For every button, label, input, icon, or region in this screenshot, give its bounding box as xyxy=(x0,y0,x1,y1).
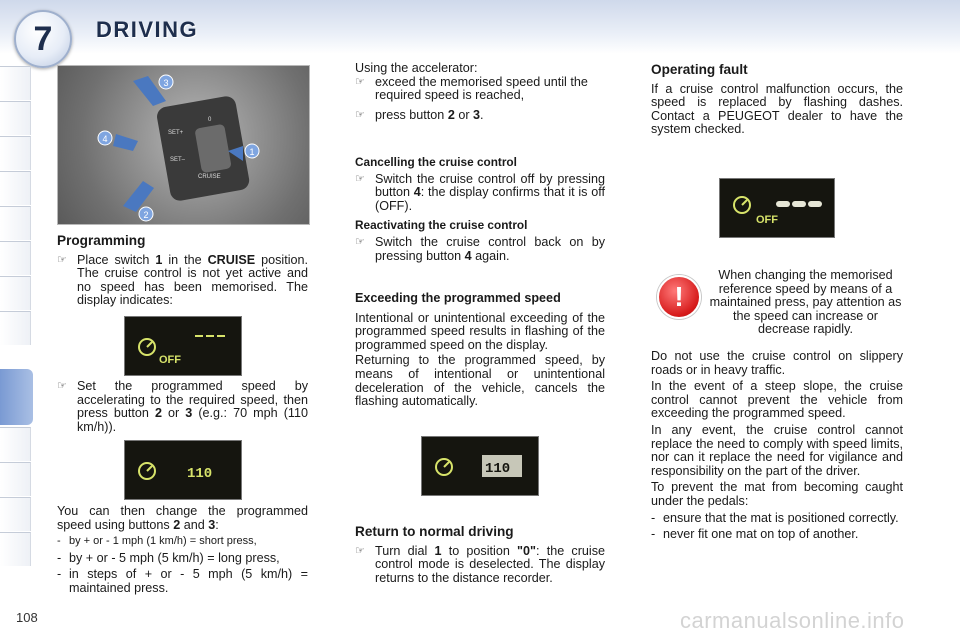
display-110-image xyxy=(124,440,242,500)
column-accelerator xyxy=(355,62,605,122)
column-set-speed xyxy=(57,380,308,434)
cruise-stalk-illustration xyxy=(57,65,310,225)
stalk-text-set-minus: SET– xyxy=(170,157,186,163)
exceed-para-1: Intentional or unintentional exceeding of the programmed speed results in flashing of the programmed speed on the display. xyxy=(355,310,605,352)
section-fault xyxy=(651,63,903,137)
page-title: DRIVING xyxy=(96,17,199,42)
label-2: 2 xyxy=(143,210,149,220)
label-1: 1 xyxy=(249,147,255,157)
advice-para-4: To prevent the mat from becoming caught under the pedals: xyxy=(651,480,903,508)
chapter-tab[interactable] xyxy=(0,171,31,205)
display-off-image xyxy=(124,316,242,376)
chapter-badge: 7 xyxy=(14,10,72,68)
change-speed-text: You can then change the programmed speed using buttons 2 and 3: xyxy=(57,504,308,532)
chapter-tab[interactable] xyxy=(0,276,31,310)
dash-item: - never fit one mat on top of another. xyxy=(651,527,859,542)
exceed-para-2: Returning to the programmed speed, by means of intentional or unintentional deceleration of the vehicle, cancels the flashing automatically. xyxy=(355,353,605,409)
display-flash-text: 110 xyxy=(485,461,511,477)
bullet-exceed: ☞ exceed the memorised speed until the required speed is reached, xyxy=(355,74,588,103)
bullet-press-button: ☞ press button 2 or 3. xyxy=(355,107,484,122)
chapter-tab-active[interactable] xyxy=(0,369,33,425)
label-3: 3 xyxy=(163,78,169,88)
warning-icon: ! xyxy=(657,275,701,319)
hand-pointer-icon: ☞ xyxy=(355,544,365,557)
bullet-return: ☞ Turn dial 1 to position "0": the cruise control mode is deselected. The display returns to the distance recorder. xyxy=(355,543,606,585)
section-cancel xyxy=(355,156,605,263)
heading-exceed: Exceeding the programmed speed xyxy=(355,291,561,305)
page-number: 108 xyxy=(16,610,38,625)
display-fault-text: OFF xyxy=(756,214,778,226)
watermark: carmanualsonline.info xyxy=(680,608,905,633)
hand-pointer-icon: ☞ xyxy=(355,172,365,185)
accelerator-intro: Using the accelerator: xyxy=(355,61,478,75)
section-exceed xyxy=(355,292,605,409)
display-off-text: OFF xyxy=(159,354,181,366)
hand-pointer-icon: ☞ xyxy=(355,235,365,248)
chapter-tab[interactable] xyxy=(0,532,31,566)
display-110-drawing xyxy=(125,441,241,499)
advice-para-3: In any event, the cruise control cannot replace the need to comply with speed limits, nor can it replace the need for vigilance and responsibility on the part of the driver. xyxy=(651,422,903,478)
bullet-reactivate: ☞ Switch the cruise control back on by pressing button 4 again. xyxy=(355,234,605,263)
chapter-tab[interactable] xyxy=(0,101,31,135)
chapter-tabs xyxy=(0,66,34,576)
column-change-speed xyxy=(57,505,308,596)
warning-text: When changing the memorised reference speed by means of a maintained press, pay attention as the speed can increase or decrease rapidly. xyxy=(709,268,902,337)
hand-pointer-icon: ☞ xyxy=(57,380,67,392)
stalk-drawing xyxy=(58,66,309,224)
dash-item: - in steps of + or - 5 mph (5 km/h) = maintained press. xyxy=(57,567,308,595)
chapter-tab[interactable] xyxy=(0,66,31,100)
bullet-cancel: ☞ Switch the cruise control off by pressing button 4: the display confirms that it is off (OFF). xyxy=(355,171,605,213)
display-flash-image xyxy=(421,436,539,496)
section-return xyxy=(355,525,605,585)
bullet-place-switch: ☞ Place switch 1 in the CRUISE position. The cruise control is not yet active and no speed has been memorised. The display indicates: xyxy=(57,252,309,308)
warning-note xyxy=(708,269,903,337)
chapter-tab[interactable] xyxy=(0,206,31,240)
column-programming xyxy=(57,234,308,308)
display-flash-drawing xyxy=(422,437,538,495)
advice-para-2: In the event of a steep slope, the cruise control cannot prevent the vehicle from exceeding the programmed speed. xyxy=(651,379,903,421)
display-off-drawing xyxy=(125,317,241,375)
hand-pointer-icon: ☞ xyxy=(355,108,365,121)
chapter-tab[interactable] xyxy=(0,136,31,170)
bullet-set-speed: ☞ Set the programmed speed by accelerating to the required speed, then press button 2 or 3 (e.g.: 70 mph (110 km/h)). xyxy=(57,379,309,434)
fault-text: If a cruise control malfunction occurs, the speed is replaced by flashing dashes. Contact a PEUGEOT dealer to have the system checked. xyxy=(651,81,903,137)
stalk-text-cruise: CRUISE xyxy=(198,174,221,180)
section-advice xyxy=(651,350,903,542)
label-4: 4 xyxy=(102,134,108,144)
stalk-text-set-plus: SET+ xyxy=(168,130,184,136)
display-speed-text: 110 xyxy=(187,466,213,482)
heading-return: Return to normal driving xyxy=(355,524,514,539)
chapter-tab[interactable] xyxy=(0,241,31,275)
hand-pointer-icon: ☞ xyxy=(355,75,365,88)
chapter-tab[interactable] xyxy=(0,427,31,461)
dash-item: - by + or - 5 mph (5 km/h) = long press, xyxy=(57,550,280,565)
hand-pointer-icon: ☞ xyxy=(57,253,67,266)
dash-item: - by + or - 1 mph (1 km/h) = short press, xyxy=(57,535,257,548)
heading-programming: Programming xyxy=(57,233,146,248)
display-fault-drawing xyxy=(720,179,834,237)
display-fault-image xyxy=(719,178,835,238)
chapter-tab[interactable] xyxy=(0,311,31,345)
dash-item: - ensure that the mat is positioned correctly. xyxy=(651,510,899,525)
button-4-arrow xyxy=(113,134,138,151)
heading-cancel: Cancelling the cruise control xyxy=(355,155,517,169)
chapter-tab[interactable] xyxy=(0,497,31,531)
chapter-tab[interactable] xyxy=(0,462,31,496)
advice-para-1: Do not use the cruise control on slippery roads or in heavy traffic. xyxy=(651,349,903,377)
heading-fault: Operating fault xyxy=(651,62,748,77)
heading-reactivate: Reactivating the cruise control xyxy=(355,218,528,233)
stalk-text-zero: 0 xyxy=(208,117,212,123)
